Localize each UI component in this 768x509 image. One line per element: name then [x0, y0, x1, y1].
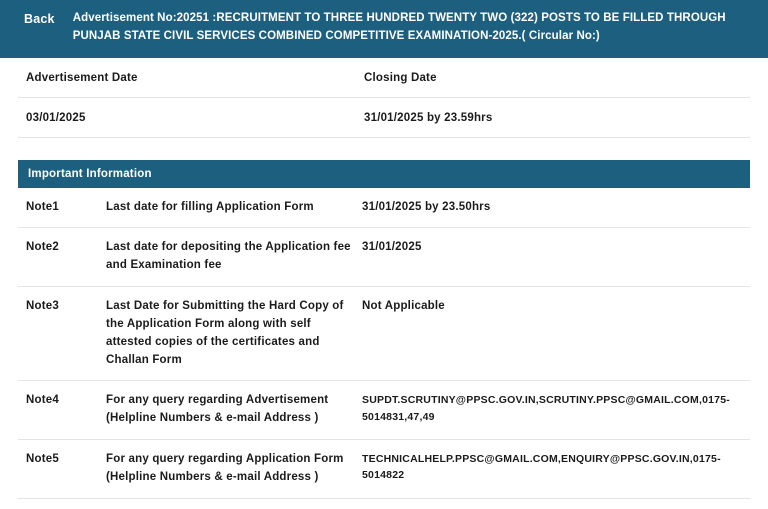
note-value: 31/01/2025 by 23.50hrs — [362, 200, 491, 213]
closing-date-value: 31/01/2025 by 23.59hrs — [364, 111, 493, 124]
note-value: Not Applicable — [362, 300, 445, 313]
table-row — [18, 381, 750, 440]
page-title: Advertisement No:20251 :RECRUITMENT TO THREE HUNDRED TWENTY TWO (322) POSTS TO BE FILLED THROUGH PUNJAB STATE CIVIL SERVICES COMBINED COMPETITIVE EXAMINATION-2025.( Circular No:) — [72, 12, 726, 42]
closing-date-label: Closing Date — [364, 71, 437, 84]
dates-value-row — [18, 98, 750, 138]
note-description: Last Date for Submitting the Hard Copy of the Application Form along with self attested copies of the certificates and Challan Form — [106, 300, 344, 366]
footer-spacer — [0, 499, 768, 509]
page-header — [0, 0, 768, 58]
note-key: Note3 — [26, 300, 59, 313]
note-description: Last date for depositing the Application fee and Examination fee — [106, 241, 351, 272]
note-description: Last date for filling Application Form — [106, 200, 314, 213]
note-key: Note2 — [26, 241, 59, 254]
advertisement-date-label: Advertisement Date — [26, 71, 138, 84]
table-row — [18, 440, 750, 499]
note-description: For any query regarding Advertisement (Helpline Numbers & e-mail Address ) — [106, 394, 329, 425]
note-description: For any query regarding Application Form (Helpline Numbers & e-mail Address ) — [106, 452, 344, 483]
table-row — [18, 287, 750, 381]
note-key: Note5 — [26, 452, 59, 465]
advertisement-date-value: 03/01/2025 — [26, 111, 86, 124]
note-value: 31/01/2025 — [362, 241, 422, 254]
note-value: SUPDT.SCRUTINY@PPSC.GOV.IN,SCRUTINY.PPSC@GMAIL.COM,0175-5014831,47,49 — [362, 394, 730, 423]
note-value: TECHNICALHELP.PPSC@GMAIL.COM,ENQUIRY@PPSC.GOV.IN,0175-5014822 — [362, 452, 721, 482]
note-key: Note1 — [26, 200, 59, 213]
table-row — [18, 228, 750, 287]
important-information-table — [18, 188, 750, 499]
dates-table — [0, 58, 768, 138]
note-key: Note4 — [26, 394, 59, 407]
dates-header-row — [18, 58, 750, 98]
table-row — [18, 188, 750, 229]
important-information-header: Important Information — [18, 160, 750, 188]
back-button[interactable]: Back — [24, 12, 55, 26]
